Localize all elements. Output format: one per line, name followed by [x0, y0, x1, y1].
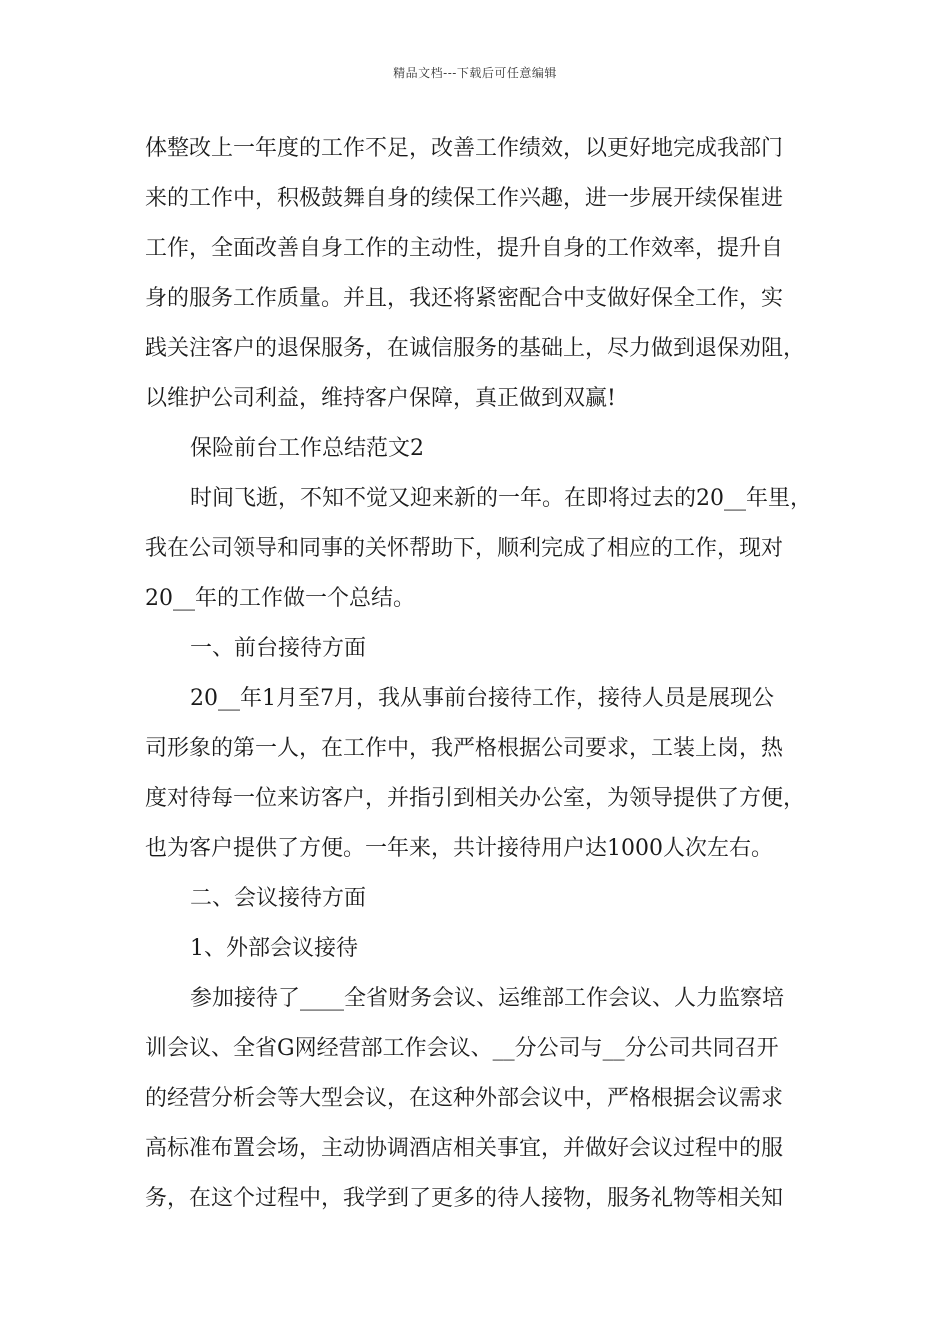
text-line: 时间飞逝，不知不觉又迎来新的一年。在即将过去的20__年里，	[190, 486, 812, 511]
text-line: 参加接待了____全省财务会议、运维部工作会议、人力监察培	[190, 986, 785, 1011]
text-line: 践关注客户的退保服务，在诚信服务的基础上，尽力做到退保劝阻，	[145, 336, 806, 361]
page-header: 精品文档---下载后可任意编辑	[393, 66, 557, 80]
text-line: 我在公司领导和同事的关怀帮助下，顺利完成了相应的工作，现对	[145, 536, 784, 561]
text-line: 高标准布置会场，主动协调酒店相关事宜，并做好会议过程中的服	[145, 1136, 784, 1161]
text-line: 20__年1月至7月，我从事前台接待工作，接待人员是展现公	[190, 686, 774, 711]
section-heading: 一、前台接待方面	[190, 636, 367, 661]
text-line: 务，在这个过程中，我学到了更多的待人接物，服务礼物等相关知	[145, 1186, 784, 1211]
subsection-heading: 1、外部会议接待	[190, 936, 358, 961]
text-line: 20__年的工作做一个总结。	[145, 586, 415, 611]
text-line: 身的服务工作质量。并且，我还将紧密配合中支做好保全工作，实	[145, 286, 784, 311]
section-title: 保险前台工作总结范文2	[190, 436, 424, 461]
text-line: 以维护公司利益，维持客户保障，真正做到双赢!	[145, 386, 616, 411]
document-body	[145, 124, 812, 1224]
text-line: 训会议、全省G网经营部工作会议、__分公司与__分公司共同召开	[145, 1036, 779, 1061]
text-line: 体整改上一年度的工作不足，改善工作绩效，以更好地完成我部门	[145, 136, 784, 161]
text-line: 来的工作中，积极鼓舞自身的续保工作兴趣，进一步展开续保崔进	[145, 186, 784, 211]
text-line: 度对待每一位来访客户，并指引到相关办公室，为领导提供了方便，	[145, 786, 806, 811]
text-line: 也为客户提供了方便。一年来，共计接待用户达1000人次左右。	[145, 836, 773, 861]
text-line: 的经营分析会等大型会议，在这种外部会议中，严格根据会议需求	[145, 1086, 784, 1111]
text-line: 工作，全面改善自身工作的主动性，提升自身的工作效率，提升自	[145, 236, 784, 261]
section-heading: 二、会议接待方面	[190, 886, 367, 911]
text-line: 司形象的第一人，在工作中，我严格根据公司要求，工装上岗，热	[145, 736, 784, 761]
